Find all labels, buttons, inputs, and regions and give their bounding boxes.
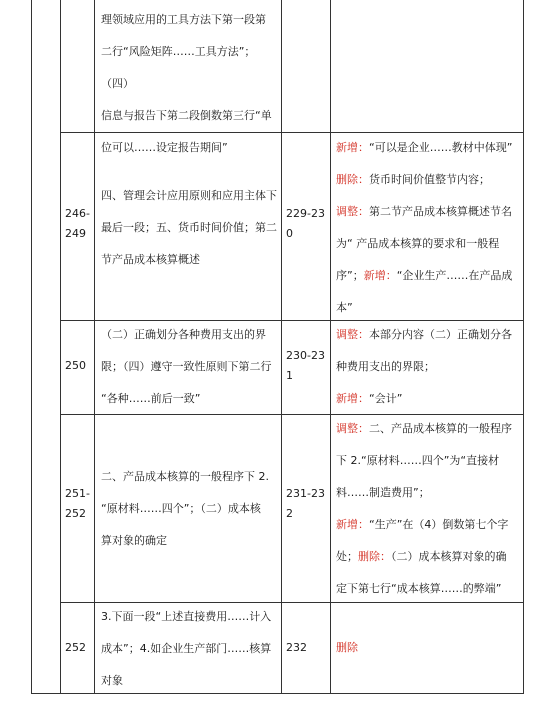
new-page-cell: 231-23 2	[286, 487, 325, 520]
change-note-text: 处；	[336, 550, 358, 563]
change-note-line	[336, 164, 520, 196]
content-line: 限；（四）遵守一致性原则下第二行	[101, 360, 272, 373]
change-note-line	[336, 632, 520, 664]
original-page-cell: 251- 252	[65, 487, 90, 520]
change-note-line	[336, 573, 520, 605]
column-divider	[281, 0, 282, 693]
original-content-cell	[101, 461, 277, 557]
change-note-text: 第二节产品成本核算概述节名	[369, 205, 512, 218]
content-line: 四、管理会计应用原则和应用主体下	[101, 189, 277, 202]
change-type-label: 新增：	[336, 518, 369, 531]
content-line: 信息与报告下第二段倒数第三行“单	[101, 109, 272, 122]
new-page-cell: 229-23 0	[286, 207, 325, 240]
change-type-label: 调整：	[336, 205, 369, 218]
column-divider	[94, 0, 95, 693]
original-content-cell	[101, 319, 277, 415]
content-line: 理领域应用的工具方法下第一段第	[101, 13, 266, 26]
change-type-label: 新增：	[336, 141, 369, 154]
original-page-cell: 250	[65, 359, 86, 372]
new-page-cell: 232	[286, 641, 307, 654]
change-type-label: 删除：	[336, 173, 369, 186]
change-type-label: 新增：	[336, 392, 369, 405]
change-note-text: 本”	[336, 301, 353, 314]
change-note-cell	[336, 632, 520, 664]
change-note-text: 本部分内容（二）正确划分各	[369, 328, 512, 341]
content-line: 位可以……设定报告期间”	[101, 141, 228, 154]
content-line: 对象	[101, 674, 123, 687]
change-note-line	[336, 351, 520, 383]
change-type-label: 调整：	[336, 422, 369, 435]
content-line: 二、产品成本核算的一般程序下 2.	[101, 470, 269, 483]
change-note-line	[336, 196, 520, 228]
change-type-label: 删除	[336, 641, 358, 654]
change-note-text: 货币时间价值整节内容；	[369, 173, 490, 186]
change-note-text: 种费用支出的界限；	[336, 360, 435, 373]
column-divider	[330, 0, 331, 693]
content-line: 3.下面一段“上述直接费用……计入	[101, 610, 272, 623]
table-border-left	[31, 0, 32, 693]
content-line: 成本”；4.如企业生产部门……核算	[101, 642, 272, 655]
content-line: 二行“风险矩阵……工具方法”；（四）	[101, 45, 256, 90]
change-note-line	[336, 319, 520, 351]
change-note-text: “会计”	[369, 392, 403, 405]
original-content-cell	[101, 180, 277, 276]
original-page-cell: 246- 249	[65, 207, 90, 240]
change-note-text: 二、产品成本核算的一般程序	[369, 422, 512, 435]
table-border-right	[523, 0, 524, 693]
change-type-label: 删除：	[358, 550, 391, 563]
change-note-text: （二）成本核算对象的确	[391, 550, 507, 563]
change-note-line	[336, 541, 520, 573]
original-content-cell	[101, 601, 277, 697]
change-note-cell	[336, 319, 520, 415]
change-note-cell	[336, 413, 520, 605]
content-line: 算对象的确定	[101, 534, 167, 547]
new-page-cell: 230-23 1	[286, 349, 325, 382]
content-line: 最后一段；五、货币时间价值；第二	[101, 221, 277, 234]
change-type-label: 调整：	[336, 328, 369, 341]
content-line: 节产品成本核算概述	[101, 253, 200, 266]
content-line: “原材料……四个”；（二）成本核	[101, 502, 261, 515]
column-divider	[60, 0, 61, 693]
change-note-line	[336, 260, 520, 292]
content-line: （二）正确划分各种费用支出的界	[101, 328, 266, 341]
change-note-line	[336, 509, 520, 541]
change-note-line	[336, 132, 520, 164]
change-note-line	[336, 383, 520, 415]
content-line: “各种……前后一致”	[101, 392, 201, 405]
change-note-text: “企业生产……在产品成	[396, 269, 513, 282]
change-note-text: 定下第七行“成本核算……的弊端”	[336, 582, 502, 595]
change-note-cell	[336, 132, 520, 324]
change-note-text: 料……制造费用”；	[336, 486, 430, 499]
change-note-line	[336, 228, 520, 260]
change-type-label: 新增：	[363, 269, 397, 282]
change-note-line	[336, 477, 520, 509]
change-note-text: 序”；	[336, 269, 364, 282]
change-note-line	[336, 445, 520, 477]
change-note-text: 为“ 产品成本核算的要求和一般程	[336, 237, 500, 250]
original-page-cell: 252	[65, 641, 86, 654]
change-note-text: “生产”在（4）倒数第七个字	[369, 518, 509, 531]
table-row	[101, 4, 277, 164]
change-note-text: “可以是企业……教材中体现”	[369, 141, 513, 154]
change-note-text: 下 2.“原材料……四个”为“直接材	[336, 454, 500, 467]
change-note-line	[336, 413, 520, 445]
